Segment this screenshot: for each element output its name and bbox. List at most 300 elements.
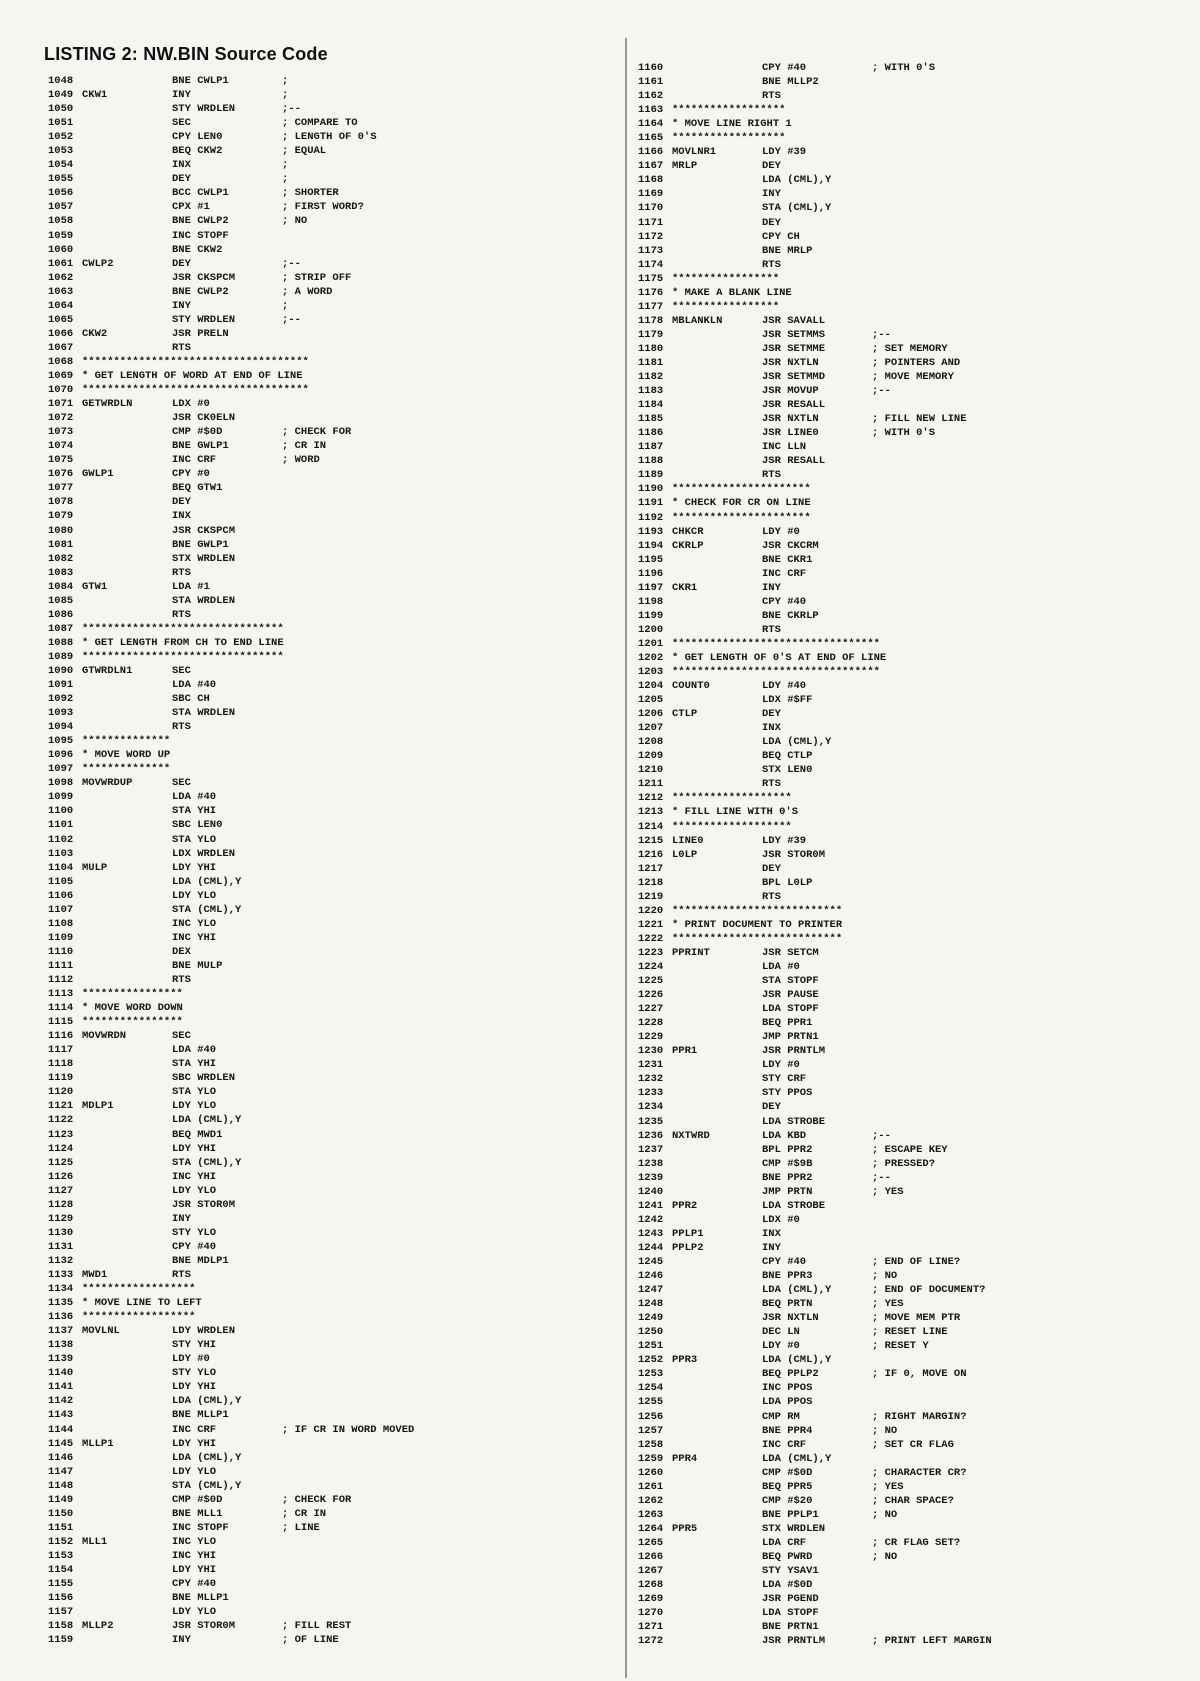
code-instruction: INC YHI	[172, 1170, 217, 1183]
code-instruction: BNE CWLP1	[172, 75, 229, 87]
line-number: 1215	[638, 834, 664, 847]
code-instruction: STY YLO	[172, 1367, 217, 1380]
line-number: 1089	[48, 650, 74, 663]
line-number: 1107	[48, 903, 74, 916]
code-instruction: BEQ MWD1	[172, 1128, 223, 1141]
code-comment: ; NO	[872, 1508, 898, 1521]
code-instruction: CPY #40	[762, 595, 807, 608]
code-comment: ; FILL REST	[282, 1620, 352, 1633]
line-number: 1221	[638, 918, 664, 931]
code-instruction: LDY #0	[762, 1059, 800, 1072]
line-number: 1237	[638, 1143, 664, 1156]
code-instruction: RTS	[762, 258, 781, 271]
code-instruction: RTS	[172, 341, 191, 354]
section-comment: ************************************	[82, 384, 309, 397]
line-number: 1085	[48, 594, 74, 607]
line-number: 1242	[638, 1213, 664, 1226]
line-number: 1180	[638, 342, 664, 355]
code-label: CKW2	[82, 327, 108, 340]
line-number: 1257	[638, 1424, 664, 1437]
line-number: 1204	[638, 680, 664, 693]
code-instruction: JSR NXTLN	[762, 356, 819, 369]
code-instruction: CMP #$0D	[172, 426, 223, 439]
code-instruction: STA (CML),Y	[172, 903, 242, 916]
line-number: 1083	[48, 566, 74, 579]
code-instruction: LDY YLO	[172, 889, 217, 902]
code-instruction: CPY #40	[172, 1578, 217, 1591]
line-number: 1084	[48, 580, 74, 593]
line-number: 1072	[48, 412, 74, 425]
line-number: 1113	[48, 988, 74, 1001]
line-number: 1255	[638, 1396, 664, 1409]
code-instruction: INC YLO	[172, 917, 217, 930]
line-number: 1111	[48, 959, 74, 972]
line-number: 1174	[638, 258, 664, 271]
line-number: 1121	[48, 1100, 74, 1113]
code-instruction: DEX	[172, 945, 191, 958]
line-number: 1186	[638, 427, 664, 440]
code-instruction: CMP #$0D	[172, 1493, 223, 1506]
line-number: 1070	[48, 384, 74, 397]
code-instruction: BNE PPR2	[762, 1171, 813, 1184]
code-instruction: SBC WRDLEN	[172, 1072, 236, 1085]
code-instruction: RTS	[172, 974, 191, 986]
code-instruction: JSR STOR0M	[172, 1198, 236, 1211]
line-number: 1171	[638, 216, 664, 229]
code-instruction: INC LLN	[762, 441, 807, 454]
line-number: 1262	[638, 1494, 664, 1507]
code-instruction: JSR CKSPCM	[172, 271, 236, 284]
code-instruction: LDY #0	[762, 1340, 800, 1353]
section-comment: **************	[82, 735, 171, 748]
line-number: 1175	[638, 272, 664, 285]
code-comment: ; NO	[872, 1270, 898, 1283]
code-instruction: LDY #39	[762, 834, 807, 847]
section-comment: * MOVE LINE RIGHT 1	[672, 118, 792, 131]
code-instruction: INY	[762, 188, 781, 201]
code-instruction: BEQ PRTN	[762, 1298, 813, 1311]
code-instruction: RTS	[762, 90, 781, 103]
code-instruction: RTS	[762, 890, 781, 903]
code-comment: ; PRESSED?	[872, 1157, 936, 1170]
line-number: 1238	[638, 1157, 664, 1170]
line-number: 1064	[48, 299, 74, 312]
line-number: 1155	[48, 1578, 74, 1591]
line-number: 1156	[48, 1592, 74, 1605]
line-number: 1145	[48, 1437, 74, 1450]
code-instruction: JSR CKCRM	[762, 539, 819, 552]
line-number: 1071	[48, 398, 74, 411]
code-instruction: RTS	[172, 566, 191, 579]
code-instruction: LDY YLO	[172, 1606, 217, 1619]
code-instruction: LDA #40	[172, 791, 217, 804]
code-instruction: STX WRDLEN	[172, 552, 236, 565]
line-number: 1258	[638, 1438, 664, 1451]
code-instruction: LDY YLO	[172, 1184, 217, 1197]
line-number: 1140	[48, 1367, 74, 1380]
line-number: 1181	[638, 356, 664, 369]
line-number: 1159	[48, 1634, 74, 1647]
section-comment: **************	[82, 763, 171, 776]
code-instruction: INX	[172, 510, 191, 523]
code-instruction: BEQ PWRD	[762, 1550, 813, 1563]
code-instruction: JSR SETMMD	[762, 371, 826, 384]
code-label: MOVLNL	[82, 1325, 120, 1338]
code-instruction: BNE CKRLP	[762, 609, 819, 622]
line-number: 1222	[638, 932, 664, 945]
line-number: 1208	[638, 736, 664, 749]
line-number: 1087	[48, 622, 74, 635]
line-number: 1243	[638, 1227, 664, 1240]
code-comment: ;	[282, 299, 289, 312]
line-number: 1154	[48, 1563, 74, 1576]
line-number: 1265	[638, 1536, 664, 1549]
line-number: 1150	[48, 1507, 74, 1520]
section-comment: *********************************	[672, 666, 880, 679]
code-instruction: CPY CH	[762, 230, 800, 243]
code-instruction: STA YHI	[172, 1058, 217, 1071]
line-number: 1133	[48, 1268, 74, 1281]
section-comment: ****************	[82, 1016, 183, 1029]
line-number: 1134	[48, 1283, 74, 1296]
code-instruction: STY PPOS	[762, 1087, 813, 1100]
code-comment: ; LENGTH OF 0'S	[282, 131, 377, 144]
line-number: 1112	[48, 974, 74, 986]
code-instruction: LDA STOPF	[762, 1607, 819, 1620]
code-instruction: BNE MLL1	[172, 1507, 223, 1520]
line-number: 1137	[48, 1325, 74, 1338]
code-comment: ; SET CR FLAG	[872, 1438, 954, 1451]
line-number: 1147	[48, 1465, 74, 1478]
code-comment: ; NO	[872, 1424, 898, 1437]
line-number: 1272	[638, 1635, 664, 1648]
line-number: 1213	[638, 806, 664, 819]
line-number: 1124	[48, 1142, 74, 1155]
line-number: 1053	[48, 145, 74, 158]
section-comment: * GET LENGTH OF WORD AT END OF LINE	[82, 369, 303, 382]
code-instruction: BNE MLLP1	[172, 1592, 229, 1605]
code-instruction: SEC	[172, 664, 191, 677]
code-comment: ;--	[872, 1171, 891, 1184]
line-number: 1182	[638, 371, 664, 384]
code-comment: ; WITH 0'S	[872, 62, 936, 74]
code-instruction: CPY #40	[762, 1255, 807, 1268]
line-number: 1079	[48, 510, 74, 523]
code-instruction: BNE MLLP2	[762, 76, 819, 89]
code-comment: ; CR FLAG SET?	[872, 1536, 961, 1549]
line-number: 1108	[48, 917, 74, 930]
line-number: 1086	[48, 608, 74, 621]
line-number: 1254	[638, 1382, 664, 1395]
code-comment: ; LINE	[282, 1521, 320, 1534]
line-number: 1206	[638, 708, 664, 721]
line-number: 1177	[638, 300, 664, 313]
line-number: 1066	[48, 327, 74, 340]
code-instruction: INC CRF	[762, 567, 807, 580]
line-number: 1090	[48, 664, 74, 677]
section-comment: *******************	[672, 820, 792, 833]
line-number: 1250	[638, 1326, 664, 1339]
code-instruction: LDX #$FF	[762, 694, 813, 707]
code-instruction: LDA #40	[172, 1044, 217, 1057]
section-comment: * MAKE A BLANK LINE	[672, 286, 792, 299]
code-instruction: JSR STOR0M	[762, 848, 826, 861]
code-comment: ; OF LINE	[282, 1634, 339, 1647]
code-instruction: STA WRDLEN	[172, 594, 236, 607]
line-number: 1234	[638, 1101, 664, 1114]
code-instruction: INC YHI	[172, 1549, 217, 1562]
line-number: 1073	[48, 426, 74, 439]
code-label: MWD1	[82, 1268, 108, 1281]
line-number: 1069	[48, 369, 74, 382]
code-instruction: BNE MDLP1	[172, 1254, 229, 1267]
code-label: PPR5	[672, 1522, 698, 1535]
line-number: 1253	[638, 1368, 664, 1381]
section-comment: * PRINT DOCUMENT TO PRINTER	[672, 918, 843, 931]
line-number: 1169	[638, 188, 664, 201]
line-number: 1235	[638, 1115, 664, 1128]
code-instruction: JSR CK0ELN	[172, 412, 236, 425]
code-label: PPR3	[672, 1354, 698, 1367]
code-comment: ; A WORD	[282, 285, 333, 298]
line-number: 1268	[638, 1579, 664, 1592]
line-number: 1248	[638, 1298, 664, 1311]
code-instruction: CMP #$20	[762, 1494, 813, 1507]
line-number: 1217	[638, 862, 664, 875]
line-number: 1187	[638, 441, 664, 454]
line-number: 1051	[48, 117, 74, 130]
code-instruction: INC YLO	[172, 1535, 217, 1548]
section-comment: * CHECK FOR CR ON LINE	[672, 497, 811, 510]
line-number: 1188	[638, 455, 664, 468]
code-comment: ; RESET Y	[872, 1340, 929, 1353]
code-instruction: RTS	[172, 721, 191, 734]
code-label: MOVLNR1	[672, 146, 717, 159]
code-instruction: LDA #0	[762, 961, 800, 973]
line-number: 1207	[638, 722, 664, 735]
line-number: 1241	[638, 1199, 664, 1212]
code-instruction: CPY #0	[172, 468, 210, 481]
line-number: 1166	[638, 146, 664, 159]
line-number: 1119	[48, 1072, 74, 1085]
code-label: CKW1	[82, 89, 108, 102]
code-comment: ; ESCAPE KEY	[872, 1143, 948, 1156]
line-number: 1210	[638, 764, 664, 777]
line-number: 1198	[638, 595, 664, 608]
line-number: 1202	[638, 651, 664, 664]
code-label: MDLP1	[82, 1100, 114, 1113]
section-comment: * MOVE WORD DOWN	[82, 1002, 183, 1015]
code-instruction: BNE MULP	[172, 959, 223, 972]
line-number: 1160	[638, 62, 664, 74]
code-instruction: STY CRF	[762, 1073, 807, 1086]
code-label: GTWRDLN1	[82, 664, 133, 677]
code-instruction: INC CRF	[762, 1438, 807, 1451]
line-number: 1271	[638, 1621, 664, 1634]
code-comment: ; MOVE MEMORY	[872, 371, 954, 384]
line-number: 1128	[48, 1198, 74, 1211]
code-instruction: DEY	[762, 708, 781, 721]
line-number: 1172	[638, 230, 664, 243]
line-number: 1266	[638, 1550, 664, 1563]
line-number: 1091	[48, 679, 74, 692]
code-comment: ; CHECK FOR	[282, 1493, 352, 1506]
code-instruction: JSR NXTLN	[762, 1312, 819, 1325]
code-instruction: LDY WRDLEN	[172, 1325, 236, 1338]
code-instruction: BEQ CTLP	[762, 750, 813, 763]
line-number: 1196	[638, 567, 664, 580]
code-comment: ; SET MEMORY	[872, 342, 948, 355]
code-instruction: LDA STOPF	[762, 1003, 819, 1016]
line-number: 1130	[48, 1226, 74, 1239]
line-number: 1060	[48, 243, 74, 256]
code-instruction: LDY YHI	[172, 1563, 217, 1576]
code-instruction: CPY #40	[172, 1240, 217, 1253]
code-instruction: INX	[762, 1227, 781, 1240]
code-instruction: JSR MOVUP	[762, 385, 819, 398]
line-number: 1148	[48, 1479, 74, 1492]
code-comment: ;	[282, 173, 289, 186]
code-instruction: BNE CKR1	[762, 553, 813, 566]
code-instruction: STY YLO	[172, 1226, 217, 1239]
line-number: 1269	[638, 1593, 664, 1606]
code-comment: ; IF 0, MOVE ON	[872, 1368, 967, 1381]
code-comment: ; RESET LINE	[872, 1326, 948, 1339]
code-instruction: LDA KBD	[762, 1129, 807, 1142]
line-number: 1132	[48, 1254, 74, 1267]
line-number: 1075	[48, 454, 74, 467]
code-label: MRLP	[672, 160, 698, 173]
code-comment: ; COMPARE TO	[282, 117, 358, 130]
code-instruction: LDY YHI	[172, 1142, 217, 1155]
line-number: 1264	[638, 1522, 664, 1535]
code-comment: ; CHECK FOR	[282, 426, 352, 439]
code-instruction: INX	[172, 159, 191, 172]
line-number: 1127	[48, 1184, 74, 1197]
code-instruction: BNE GWLP1	[172, 440, 229, 453]
code-instruction: STX WRDLEN	[762, 1522, 826, 1535]
section-comment: *****************	[672, 300, 780, 313]
code-label: MULP	[82, 861, 108, 874]
code-instruction: LDA (CML),Y	[172, 875, 242, 888]
line-number: 1247	[638, 1284, 664, 1297]
code-comment: ;--	[282, 313, 301, 326]
code-instruction: INC CRF	[172, 1423, 217, 1436]
line-number: 1153	[48, 1549, 74, 1562]
line-number: 1143	[48, 1409, 74, 1422]
section-comment: ***************************	[672, 904, 843, 917]
code-instruction: CPY LEN0	[172, 131, 223, 144]
code-instruction: JSR PRNTLM	[762, 1635, 826, 1648]
line-number: 1189	[638, 469, 664, 482]
code-instruction: JSR RESALL	[762, 455, 826, 468]
line-number: 1260	[638, 1466, 664, 1479]
code-instruction: BNE PPR3	[762, 1270, 813, 1283]
line-number: 1135	[48, 1297, 74, 1310]
code-comment: ;--	[282, 103, 301, 116]
line-number: 1146	[48, 1451, 74, 1464]
code-instruction: BNE PPLP1	[762, 1508, 819, 1521]
line-number: 1109	[48, 931, 74, 944]
line-number: 1125	[48, 1156, 74, 1169]
section-comment: **********************	[672, 483, 811, 496]
code-label: CKR1	[672, 581, 698, 594]
code-instruction: JSR LINE0	[762, 427, 819, 440]
code-instruction: JSR PAUSE	[762, 989, 819, 1002]
code-label: GTW1	[82, 580, 108, 593]
line-number: 1105	[48, 875, 74, 888]
line-number: 1190	[638, 483, 664, 496]
line-number: 1095	[48, 735, 74, 748]
line-number: 1259	[638, 1452, 664, 1465]
line-number: 1199	[638, 609, 664, 622]
code-instruction: LDA (CML),Y	[762, 174, 832, 187]
line-number: 1114	[48, 1002, 74, 1015]
line-number: 1065	[48, 313, 74, 326]
line-number: 1184	[638, 399, 664, 412]
code-comment: ; MOVE MEM PTR	[872, 1312, 961, 1325]
code-instruction: LDA PPOS	[762, 1396, 813, 1409]
line-number: 1057	[48, 201, 74, 214]
line-number: 1249	[638, 1312, 664, 1325]
line-number: 1103	[48, 847, 74, 860]
code-instruction: STA (CML),Y	[172, 1479, 242, 1492]
section-comment: * GET LENGTH FROM CH TO END LINE	[82, 636, 284, 649]
line-number: 1101	[48, 819, 74, 832]
line-number: 1191	[638, 497, 664, 510]
line-number: 1228	[638, 1017, 664, 1030]
section-comment: * MOVE WORD UP	[82, 749, 171, 762]
code-instruction: SBC LEN0	[172, 819, 223, 832]
line-number: 1106	[48, 889, 74, 902]
code-instruction: LDA #1	[172, 580, 210, 593]
code-comment: ; YES	[872, 1185, 904, 1198]
code-comment: ; CR IN	[282, 440, 327, 453]
code-label: COUNT0	[672, 680, 710, 693]
line-number: 1092	[48, 693, 74, 706]
code-comment: ;--	[872, 385, 891, 398]
code-instruction: JMP PRTN	[762, 1185, 813, 1198]
code-label: MLLP2	[82, 1620, 114, 1633]
line-number: 1118	[48, 1058, 74, 1071]
code-label: GWLP1	[82, 468, 114, 481]
code-instruction: LDA CRF	[762, 1536, 807, 1549]
line-number: 1110	[48, 945, 74, 958]
code-instruction: DEY	[762, 862, 781, 875]
line-number: 1227	[638, 1003, 664, 1016]
code-instruction: STA STOPF	[762, 975, 819, 988]
code-comment: ; WORD	[282, 454, 320, 467]
code-instruction: LDA (CML),Y	[762, 1452, 832, 1465]
line-number: 1049	[48, 89, 74, 102]
line-number: 1050	[48, 103, 74, 116]
code-label: PPLP1	[672, 1227, 704, 1240]
line-number: 1236	[638, 1129, 664, 1142]
code-instruction: JSR SETMMS	[762, 328, 826, 341]
line-number: 1195	[638, 553, 664, 566]
line-number: 1214	[638, 820, 664, 833]
column-divider	[625, 38, 627, 1678]
code-instruction: INY	[172, 1212, 191, 1225]
line-number: 1267	[638, 1565, 664, 1578]
code-instruction: BEQ PPR5	[762, 1480, 813, 1493]
section-comment: * GET LENGTH OF 0'S AT END OF LINE	[672, 651, 887, 664]
code-instruction: BPL PPR2	[762, 1143, 813, 1156]
code-instruction: LDX #0	[172, 398, 210, 411]
section-comment: ***************************	[672, 932, 843, 945]
code-instruction: JSR STOR0M	[172, 1620, 236, 1633]
code-label: CKRLP	[672, 539, 704, 552]
